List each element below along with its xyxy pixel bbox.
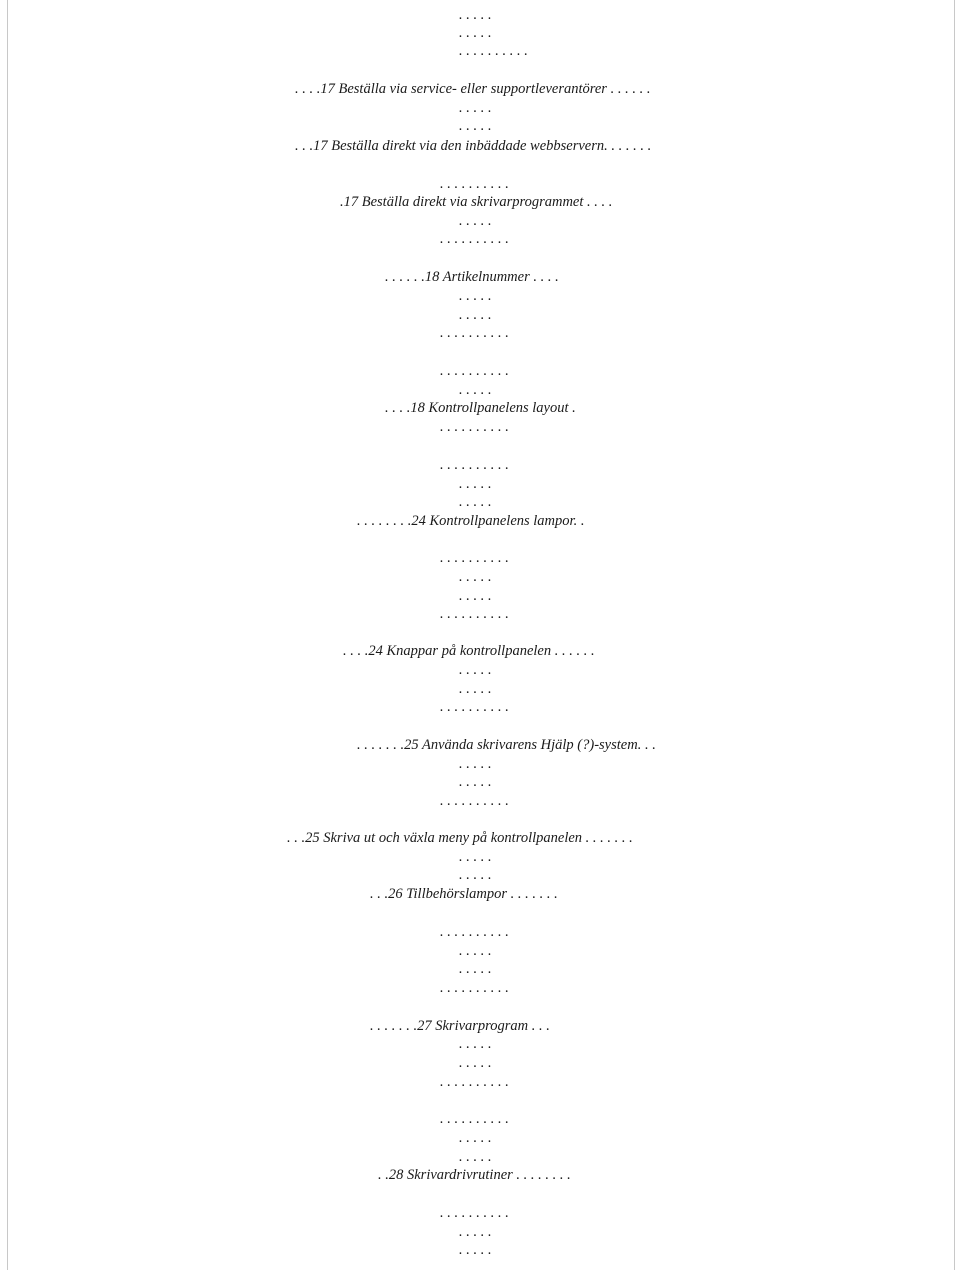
toc-leader-dots: . . . . . — [459, 569, 492, 585]
toc-leader-dots: . . . . . . . . . . — [440, 1111, 509, 1127]
toc-leader-dots: . . . . . — [459, 213, 492, 229]
toc-entry: . . . .24 Knappar på kontrollpanelen . . . . . . — [343, 643, 595, 659]
toc-leader-dots: . . . . . — [459, 756, 492, 772]
toc-entry: . . . . . . .25 Använda skrivarens Hjälp (?)-system. . . — [357, 737, 656, 753]
toc-leader-dots: . . . . . — [459, 1224, 492, 1240]
toc-leader-dots: . . . . . — [459, 476, 492, 492]
toc-leader-dots: . . . . . — [459, 867, 492, 883]
toc-leader-dots: . . . . . — [459, 961, 492, 977]
toc-entry: . . .26 Tillbehörslampor . . . . . . . — [370, 886, 558, 902]
toc-entry: . . . . . .18 Artikelnummer . . . . — [385, 269, 559, 285]
toc-leader-dots: . . . . . . . . . . — [440, 699, 509, 715]
toc-leader-dots: . . . . . — [459, 1149, 492, 1165]
toc-leader-dots: . . . . . . . . . . — [440, 325, 509, 341]
toc-leader-dots: . . . . . — [459, 100, 492, 116]
toc-leader-dots: . . . . . — [459, 943, 492, 959]
toc-entry: .17 Beställa direkt via skrivarprogrammet . . . . — [340, 194, 613, 210]
toc-leader-dots: . . . . . — [459, 662, 492, 678]
toc-leader-dots: . . . . . — [459, 7, 492, 23]
toc-leader-dots: . . . . . — [459, 288, 492, 304]
toc-leader-dots: . . . . . . . . . . — [440, 1074, 509, 1090]
toc-leader-dots: . . . . . . . . . . — [440, 793, 509, 809]
toc-entry: . . . .18 Kontrollpanelens layout . — [385, 400, 576, 416]
toc-leader-dots: . . . . . — [459, 1055, 492, 1071]
toc-leader-dots: . . . . . . . . . . — [440, 1205, 509, 1221]
toc-leader-dots: . . . . . — [459, 1036, 492, 1052]
toc-entry: . . .25 Skriva ut och växla meny på kontrollpanelen . . . . . . . — [287, 830, 633, 846]
toc-leader-dots: . . . . . . . . . . — [440, 419, 509, 435]
toc-leader-dots: . . . . . . . . . . — [440, 980, 509, 996]
toc-leader-dots: . . . . . . . . . . — [440, 606, 509, 622]
toc-leader-dots: . . . . . — [459, 849, 492, 865]
toc-leader-dots: . . . . . — [459, 1130, 492, 1146]
toc-entry: . . .17 Beställa direkt via den inbäddade webbservern. . . . . . . — [295, 138, 652, 154]
right-page-border — [954, 0, 955, 1270]
toc-leader-dots: . . . . . . . . . . — [459, 43, 528, 59]
toc-entry: . . . . . . .27 Skrivarprogram . . . — [370, 1018, 550, 1034]
toc-leader-dots: . . . . . . . . . . — [440, 176, 509, 192]
toc-leader-dots: . . . . . — [459, 774, 492, 790]
toc-entry: . .28 Skrivardrivrutiner . . . . . . . . — [378, 1167, 571, 1183]
toc-leader-dots: . . . . . — [459, 382, 492, 398]
toc-leader-dots: . . . . . — [459, 588, 492, 604]
toc-leader-dots: . . . . . — [459, 1242, 492, 1258]
toc-leader-dots: . . . . . . . . . . — [440, 457, 509, 473]
toc-entry: . . . . . . . .24 Kontrollpanelens lampor. . — [357, 513, 585, 529]
toc-leader-dots: . . . . . — [459, 118, 492, 134]
toc-leader-dots: . . . . . . . . . . — [440, 550, 509, 566]
toc-leader-dots: . . . . . — [459, 494, 492, 510]
toc-leader-dots: . . . . . — [459, 25, 492, 41]
toc-entry: . . . .17 Beställa via service- eller supportleverantörer . . . . . . — [295, 81, 651, 97]
toc-leader-dots: . . . . . — [459, 681, 492, 697]
toc-leader-dots: . . . . . . . . . . — [440, 924, 509, 940]
left-page-border — [7, 0, 8, 1270]
toc-leader-dots: . . . . . . . . . . — [440, 231, 509, 247]
toc-leader-dots: . . . . . . . . . . — [440, 363, 509, 379]
toc-leader-dots: . . . . . — [459, 307, 492, 323]
